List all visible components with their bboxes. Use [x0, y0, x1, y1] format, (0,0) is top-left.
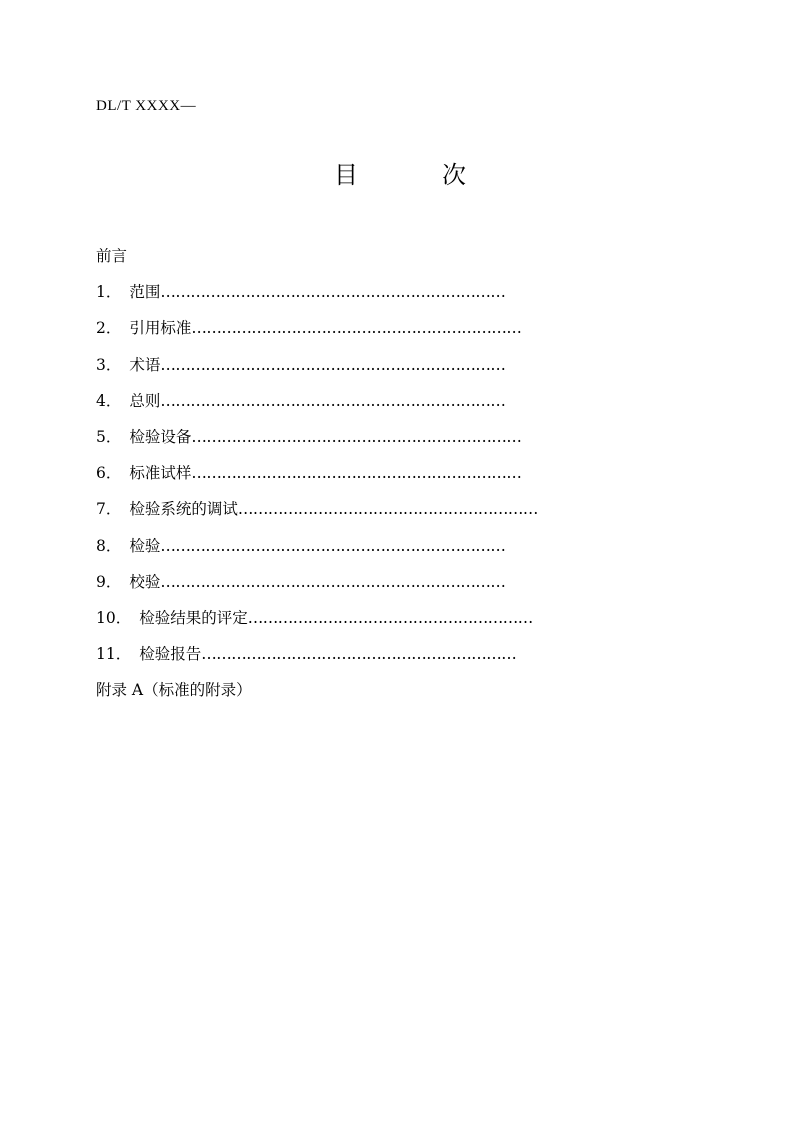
toc-dot-leader: …………………………………………………………… [160, 355, 506, 374]
toc-dot-leader: …………………………………………………………… [160, 283, 506, 302]
toc-entry-appendix-a[interactable] [96, 678, 636, 714]
toc-title: 目 次 [334, 161, 496, 189]
toc-entry-number: 7． [96, 500, 122, 519]
toc-entry-number: 1． [96, 283, 122, 302]
toc-entry-result-evaluation[interactable] [96, 606, 636, 642]
toc-dot-leader: ………………………………………………… [247, 608, 533, 627]
toc-entry-text: 校验 [129, 572, 161, 591]
toc-entry-number: 3． [96, 355, 122, 374]
toc-dot-leader: …………………………………………………… [237, 500, 538, 519]
toc-dot-leader: …………………………………………………………… [160, 536, 506, 555]
toc-entry-calibration[interactable] [96, 570, 636, 606]
toc-entry-text: 范围 [129, 283, 161, 302]
toc-entry-text: 术语 [129, 355, 161, 374]
toc-entry-text: 检验系统的调试 [129, 500, 238, 519]
toc-entry-scope[interactable] [96, 280, 636, 316]
toc-entry-terms[interactable] [96, 353, 636, 389]
toc-entry-normative-references[interactable] [96, 316, 636, 352]
toc-dot-leader: …………………………………………………………… [160, 391, 506, 410]
toc-entry-number: 10． [96, 608, 132, 627]
toc-dot-leader: ………………………………………………………… [191, 427, 522, 446]
toc-entry-inspection-report[interactable] [96, 642, 636, 678]
toc-entry-reference-samples[interactable] [96, 461, 636, 497]
toc-dot-leader: ………………………………………………………… [191, 464, 522, 483]
toc-dot-leader: ………………………………………………………… [191, 319, 522, 338]
toc-entry-text: 附录 A（标准的附录） [96, 681, 252, 700]
toc-entry-number: 4． [96, 391, 122, 410]
toc-entry-inspection[interactable] [96, 534, 636, 570]
toc-entry-system-adjustment[interactable] [96, 497, 636, 533]
toc-entry-number: 5． [96, 427, 122, 446]
toc-entry-number: 2． [96, 319, 122, 338]
toc-entry-text: 检验结果的评定 [139, 608, 248, 627]
toc-dot-leader: ……………………………………………………… [201, 645, 517, 664]
toc-entry-text: 标准试样 [129, 464, 192, 483]
document-code: DL/T XXXX— [96, 98, 197, 114]
toc-entry-text: 前言 [96, 247, 128, 265]
toc-entry-number: 9． [96, 572, 122, 591]
toc-entry-number: 11． [96, 645, 132, 664]
toc-entry-equipment[interactable] [96, 425, 636, 461]
toc-entry-text: 检验 [129, 536, 161, 555]
toc-entry-number: 8． [96, 536, 122, 555]
toc-entry-general[interactable] [96, 389, 636, 425]
toc-entry-text: 检验报告 [139, 645, 202, 664]
toc-entry-text: 检验设备 [129, 427, 192, 446]
toc-entry-number: 6． [96, 464, 122, 483]
toc-dot-leader: …………………………………………………………… [160, 572, 506, 591]
toc-entry-text: 引用标准 [129, 319, 192, 338]
toc-entry-text: 总则 [129, 391, 161, 410]
toc-entry-foreword[interactable] [96, 244, 636, 280]
toc-list [96, 244, 636, 714]
